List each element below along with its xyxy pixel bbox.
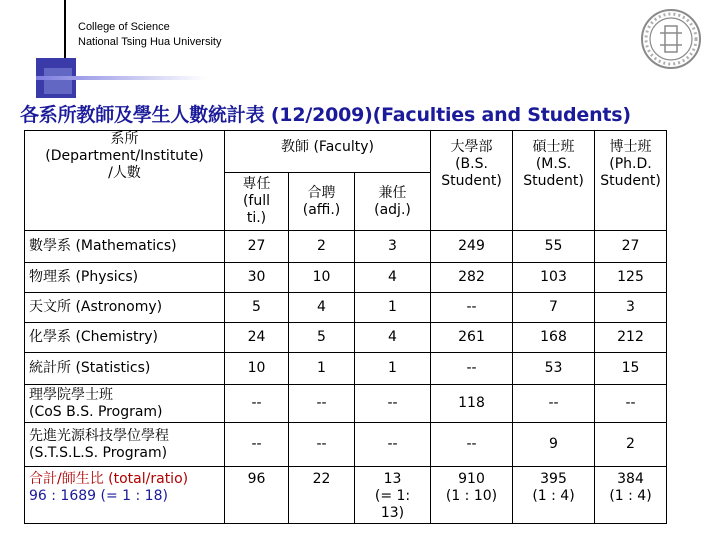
- header-divider-horizontal: [36, 76, 206, 80]
- full-header-line: (full: [242, 193, 271, 209]
- adj-header-line: (adj.): [374, 201, 411, 218]
- affi-cell: [289, 385, 355, 423]
- adj-cell: [355, 353, 431, 385]
- ms-header-line: Student): [523, 173, 584, 189]
- phd-value: 15: [621, 360, 640, 376]
- full-value: 30: [247, 269, 266, 285]
- phd-cell: [595, 263, 667, 293]
- phd-header-line: 博士班: [609, 139, 652, 155]
- total-phd: [595, 467, 667, 524]
- phd-header-line: (Ph.D.: [609, 156, 652, 172]
- bs-value: --: [466, 436, 477, 452]
- affiliated-header: [289, 173, 355, 231]
- bs-value: 282: [458, 269, 485, 285]
- phd-header: [595, 131, 667, 231]
- ms-value: 168: [540, 329, 567, 345]
- full-header-line: 專任: [242, 176, 271, 192]
- bs-cell: [431, 385, 513, 423]
- total-ratio-line: 96 : 1689 (= 1 : 18): [29, 488, 168, 504]
- bs-header-line: 大學部: [450, 139, 493, 155]
- adj-header-line: 兼任: [378, 184, 407, 201]
- phd-value: 212: [617, 329, 644, 345]
- bs-value: 118: [458, 395, 485, 411]
- adj-cell: [355, 293, 431, 323]
- full-cell: [225, 231, 289, 263]
- ms-value: 7: [549, 299, 558, 315]
- phd-value: --: [625, 395, 636, 411]
- phd-cell: [595, 231, 667, 263]
- affi-cell: [289, 231, 355, 263]
- dept-name: (CoS B.S. Program): [29, 403, 163, 420]
- university-seal-icon: [640, 8, 702, 70]
- dept-name: 物理系 (Physics): [29, 269, 139, 285]
- total-bs: [431, 467, 513, 524]
- statistics-table: [24, 130, 667, 524]
- bs-value: 249: [458, 238, 485, 254]
- adj-cell: [355, 231, 431, 263]
- full-time-header: [225, 173, 289, 231]
- dept-header-line: /人數: [108, 165, 141, 181]
- full-cell: [225, 423, 289, 467]
- dept-name: 理學院學士班: [29, 386, 113, 403]
- bs-value: 261: [458, 329, 485, 345]
- dept-name-cell: [25, 385, 225, 423]
- table-body: [25, 231, 667, 467]
- bs-header: [431, 131, 513, 231]
- total-phd-line: 384: [617, 471, 644, 487]
- ms-cell: [513, 263, 595, 293]
- affi-value: --: [316, 436, 327, 452]
- full-cell: [225, 293, 289, 323]
- page-title: 各系所教師及學生人數統計表 (12/2009)(Faculties and Students): [20, 104, 631, 126]
- full-value: 5: [252, 299, 261, 315]
- table-row: [25, 293, 667, 323]
- affi-cell: [289, 353, 355, 385]
- phd-value: 125: [617, 269, 644, 285]
- bs-value: --: [466, 360, 477, 376]
- total-adj: [355, 467, 431, 524]
- ms-value: 9: [549, 436, 558, 452]
- total-bs-line: 910: [458, 471, 485, 487]
- total-bs-line: (1 : 10): [445, 488, 498, 504]
- affi-cell: [289, 423, 355, 467]
- dept-header: [25, 131, 225, 231]
- phd-value: 27: [621, 238, 640, 254]
- total-affi: 22: [289, 467, 355, 524]
- full-value: 10: [247, 360, 266, 376]
- total-phd-line: (1 : 4): [609, 488, 652, 504]
- adj-value: 3: [388, 238, 397, 254]
- bs-cell: [431, 231, 513, 263]
- adj-cell: [355, 263, 431, 293]
- bs-header-line: (B.S.: [455, 156, 488, 172]
- dept-name: 天文所 (Astronomy): [29, 299, 163, 315]
- ms-cell: [513, 293, 595, 323]
- table-row: [25, 353, 667, 385]
- total-row: [25, 467, 667, 524]
- total-full: 96: [225, 467, 289, 524]
- decor-square-inner: [44, 68, 72, 94]
- total-adj-line: 13): [380, 505, 405, 521]
- bs-cell: [431, 293, 513, 323]
- dept-name-cell: [25, 293, 225, 323]
- affi-value: 1: [317, 360, 326, 376]
- total-ms: [513, 467, 595, 524]
- bs-header-line: Student): [441, 173, 502, 189]
- dept-header-line: (Department/Institute): [45, 148, 204, 164]
- phd-cell: [595, 423, 667, 467]
- ms-header: [513, 131, 595, 231]
- affi-value: 4: [317, 299, 326, 315]
- phd-cell: [595, 353, 667, 385]
- dept-name: 數學系 (Mathematics): [29, 238, 177, 254]
- adj-value: 1: [388, 299, 397, 315]
- dept-name-cell: [25, 263, 225, 293]
- full-value: --: [251, 395, 262, 411]
- full-cell: [225, 353, 289, 385]
- affi-value: 5: [317, 329, 326, 345]
- total-ms-line: 395: [540, 471, 567, 487]
- dept-name: (S.T.S.L.S. Program): [29, 444, 168, 461]
- dept-name: 統計所 (Statistics): [29, 360, 151, 376]
- phd-header-line: Student): [600, 173, 661, 189]
- adj-value: 4: [388, 269, 397, 285]
- bs-value: --: [466, 299, 477, 315]
- bs-cell: [431, 423, 513, 467]
- ms-value: --: [548, 395, 559, 411]
- full-value: 27: [247, 238, 266, 254]
- adj-value: 4: [388, 329, 397, 345]
- full-cell: [225, 263, 289, 293]
- dept-header-line: 系所: [110, 131, 139, 147]
- adjunct-header: [355, 173, 431, 231]
- affi-cell: [289, 293, 355, 323]
- affi-cell: [289, 323, 355, 353]
- college-name: College of Science: [78, 21, 170, 33]
- adj-value: --: [387, 395, 398, 411]
- table-row: [25, 385, 667, 423]
- phd-value: 2: [626, 436, 635, 452]
- dept-name: 化學系 (Chemistry): [29, 329, 158, 345]
- ms-cell: [513, 323, 595, 353]
- total-ms-line: (1 : 4): [532, 488, 575, 504]
- phd-cell: [595, 385, 667, 423]
- adj-cell: [355, 385, 431, 423]
- full-header-line: ti.): [246, 210, 267, 226]
- affi-header-line: (affi.): [302, 201, 341, 218]
- phd-cell: [595, 293, 667, 323]
- adj-value: --: [387, 436, 398, 452]
- total-adj-line: 13: [383, 471, 402, 487]
- dept-name-cell: [25, 231, 225, 263]
- phd-cell: [595, 323, 667, 353]
- ms-cell: [513, 423, 595, 467]
- bs-cell: [431, 263, 513, 293]
- ms-header-line: 碩士班: [532, 139, 575, 155]
- full-cell: [225, 385, 289, 423]
- dept-name: 先進光源科技學位學程: [29, 427, 169, 444]
- phd-value: 3: [626, 299, 635, 315]
- adj-cell: [355, 323, 431, 353]
- ms-value: 53: [544, 360, 563, 376]
- table-row: [25, 263, 667, 293]
- dept-name-cell: [25, 323, 225, 353]
- full-cell: [225, 323, 289, 353]
- total-adj-line: (= 1:: [374, 488, 411, 504]
- university-name: National Tsing Hua University: [78, 36, 222, 48]
- total-label-line: 合計/師生比 (total/ratio): [29, 471, 189, 487]
- full-value: --: [251, 436, 262, 452]
- affi-header-line: 合聘: [307, 184, 336, 201]
- total-label: [25, 467, 225, 524]
- full-value: 24: [247, 329, 266, 345]
- ms-value: 55: [544, 238, 563, 254]
- bs-cell: [431, 353, 513, 385]
- affi-value: 2: [317, 238, 326, 254]
- table-row: [25, 323, 667, 353]
- affi-value: 10: [312, 269, 331, 285]
- ms-value: 103: [540, 269, 567, 285]
- affi-cell: [289, 263, 355, 293]
- ms-cell: [513, 385, 595, 423]
- table-row: [25, 231, 667, 263]
- table-row: [25, 423, 667, 467]
- ms-cell: [513, 353, 595, 385]
- ms-cell: [513, 231, 595, 263]
- faculty-header: 教師 (Faculty): [225, 131, 431, 173]
- adj-value: 1: [388, 360, 397, 376]
- adj-cell: [355, 423, 431, 467]
- institution-header: [78, 20, 221, 50]
- dept-name-cell: [25, 423, 225, 467]
- ms-header-line: (M.S.: [535, 156, 572, 172]
- dept-name-cell: [25, 353, 225, 385]
- affi-value: --: [316, 395, 327, 411]
- bs-cell: [431, 323, 513, 353]
